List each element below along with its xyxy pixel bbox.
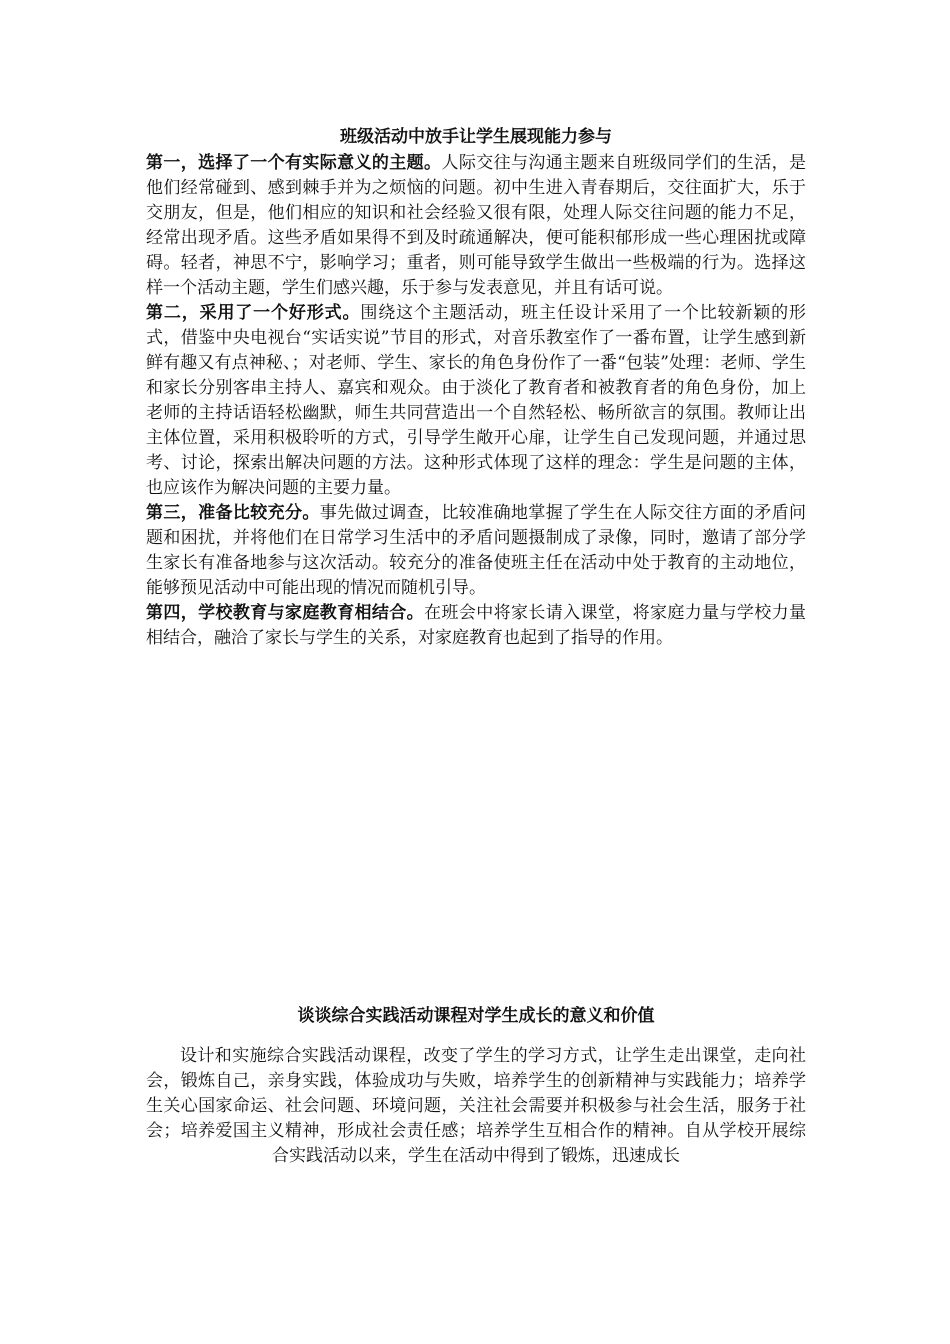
- paragraph-text: 围绕这个主题活动，班主任设计采用了一个比较新颖的形式，借鉴中央电视台“实话实说”节目的形式，对音乐教室作了一番布置，让学生感到新鲜有趣又有点神秘、；对老师、学生、家长的角色身份作了一番“包装”处理：老师、学生和家长分别客串主持人、嘉宾和观众。由于淡化了教育者和被教育者的角色身份，加上老师的主持话语轻松幽默，师生共同营造出一个自然轻松、畅所欲言的氛围。教师让出主体位置，采用积极聆听的方式，引导学生敞开心扉，让学生自己发现问题，并通过思考、讨论，探索出解决问题的方法。这种形式体现了这样的理念：学生是问题的主体，也应该作为解决问题的主要力量。: [146, 303, 807, 498]
- paragraph-2: [146, 301, 806, 501]
- section-title: 谈谈综合实践活动课程对学生成长的意义和价值: [297, 1006, 655, 1026]
- paragraph-lead: 第四，学校教育与家庭教育相结合。: [146, 603, 425, 623]
- paragraph-text: 事先做过调查，比较准确地掌握了学生在人际交往方面的矛盾问题和困扰，并将他们在日常学习生活中的矛盾问题摄制成了录像，同时，邀请了部分学生家长有准备地参与这次活动。较充分的准备使班主任在活动中处于教育的主动地位，能够预见活动中可能出现的情况而随机引导。: [146, 503, 807, 598]
- paragraph-lead: 第三，准备比较充分。: [146, 503, 320, 523]
- paragraph-text: 人际交往与沟通主题来自班级同学们的生活，是他们经常碰到、感到棘手并为之烦恼的问题。初中生进入青春期后，交往面扩大，乐于交朋友，但是，他们相应的知识和社会经验又很有限，处理人际交往问题的能力不足，经常出现矛盾。这些矛盾如果得不到及时疏通解决，便可能积郁形成一些心理困扰或障碍。轻者，神思不宁，影响学习；重者，则可能导致学生做出一些极端的行为。选择这样一个活动主题，学生们感兴趣，乐于参与发表意见，并且有话可说。: [146, 153, 807, 298]
- paragraph-3: [146, 501, 806, 601]
- section-title: 班级活动中放手让学生展现能力参与: [340, 127, 612, 147]
- paragraph-lead: 第一，选择了一个有实际意义的主题。: [146, 153, 442, 173]
- paragraph-1: [146, 151, 806, 301]
- section-body: 设计和实施综合实践活动课程，改变了学生的学习方式，让学生走出课堂，走向社会，锻炼自己，亲身实践，体验成功与失败，培养学生的创新精神与实践能力；培养学生关心国家命运、社会问题、环境问题，关注社会需要并积极参与社会生活，服务于社会；培养爱国主义精神，形成社会责任感；培养学生互相合作的精神。自从学校开展综合实践活动以来，学生在活动中得到了锻炼，迅速成长: [146, 1046, 806, 1166]
- paragraph-lead: 第二，采用了一个好形式。: [146, 303, 361, 323]
- paragraph-4: [146, 601, 806, 651]
- paragraph-text: 在班会中将家长请入课堂，将家庭力量与学校力量相结合，融洽了家长与学生的关系，对家庭教育也起到了指导的作用。: [146, 603, 807, 648]
- section-practice-course: [146, 1004, 806, 1169]
- section-class-activity: [146, 125, 806, 651]
